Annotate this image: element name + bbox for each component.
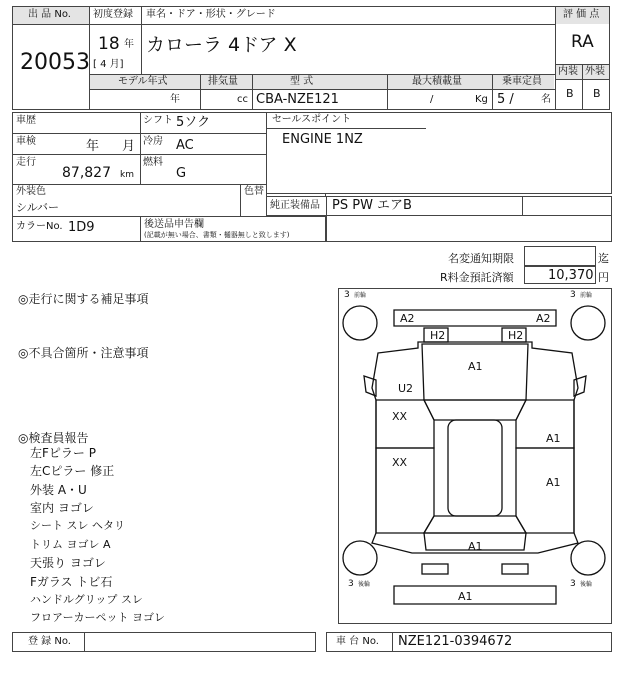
- sales-point-value: ENGINE 1NZ: [282, 132, 363, 147]
- interior-label: 内装: [558, 66, 578, 77]
- first-reg-year: 18: [98, 34, 120, 54]
- car-name-label: 車名・ドア・形状・グレード: [146, 9, 276, 20]
- chassis-label: 車 台 No.: [336, 636, 379, 647]
- fuel-value: G: [176, 166, 187, 181]
- first-reg-month: [ 4 月]: [93, 59, 124, 70]
- equipment-value: PS PW エアB: [332, 198, 412, 213]
- exterior-label: 外装: [585, 66, 605, 77]
- inspector-item: シート スレ ヘタリ: [30, 519, 125, 532]
- mark-door-front-left: XX: [392, 410, 408, 423]
- mileage-value: 87,827: [62, 165, 111, 181]
- equipment-label: 純正装備品: [270, 200, 320, 211]
- lot-number-label: 出 品 No.: [28, 9, 71, 20]
- tire-unit-front-right: 前輪: [580, 292, 593, 299]
- inspector-item: 左Fピラー P: [30, 446, 96, 460]
- mark-door-front-right: A1: [546, 432, 561, 445]
- repaint-label: 色替: [244, 186, 264, 197]
- first-reg-label: 初度登録: [93, 9, 133, 20]
- wheel-rear-right: [571, 541, 605, 575]
- tire-unit-rear-right: 後輪: [580, 581, 593, 588]
- capacity-unit: 名: [541, 94, 551, 105]
- sales-point-label: セールスポイント: [272, 114, 352, 125]
- ext-color-label: 外装色: [16, 186, 46, 197]
- inspector-item: 外装 A・U: [30, 483, 87, 497]
- displacement-label: 排気量: [208, 76, 238, 87]
- mark-headlight-left: H2: [430, 329, 446, 342]
- shift-label: シフト: [143, 115, 173, 126]
- inspector-item: トリム ヨゴレ A: [30, 538, 111, 551]
- tire-unit-front-left: 前輪: [354, 292, 367, 299]
- inspector-item: Fガラス トビ石: [30, 575, 113, 589]
- tire-depth-rear-right: 3: [570, 579, 576, 589]
- ac-label: 冷房: [143, 136, 163, 147]
- report-note: (記載が無い場合、書類・樋器無しと致します): [144, 231, 290, 239]
- color-no-value: 1D9: [68, 220, 95, 235]
- capacity-label: 乗車定員: [502, 76, 542, 87]
- shift-value: 5ソク: [176, 115, 211, 130]
- capacity-value: 5 /: [497, 92, 514, 107]
- mark-front-right: A2: [536, 312, 551, 325]
- name-change-label: 名変通知期限: [448, 252, 514, 265]
- chassis-value: NZE121-0394672: [398, 634, 513, 649]
- max-load-label: 最大積載量: [412, 76, 462, 87]
- score-label: 評 価 点: [563, 9, 600, 20]
- recycle-label: R料金預託済額: [440, 271, 514, 284]
- type-label: 型 式: [290, 76, 314, 87]
- mark-hood: A1: [468, 360, 483, 373]
- inspector-item: ハンドルグリップ スレ: [30, 593, 143, 606]
- door-front-right: [516, 400, 574, 448]
- inspection-year: 年: [86, 139, 100, 154]
- rear-window: [424, 516, 526, 533]
- windshield: [424, 400, 526, 420]
- door-front-left: [376, 400, 434, 448]
- door-rear-right: [516, 448, 574, 533]
- lot-number: 20053: [20, 50, 90, 75]
- recycle-value: 10,370: [548, 268, 594, 283]
- mark-door-rear-left: XX: [392, 456, 408, 469]
- wheel-front-right: [571, 306, 605, 340]
- max-load-unit: Kg: [475, 94, 488, 105]
- year-unit: 年: [124, 39, 134, 50]
- inspection-label: 車検: [16, 136, 36, 147]
- score-value: RA: [571, 32, 594, 52]
- displacement-unit: cc: [237, 94, 248, 105]
- inspector-item: 左Cピラー 修正: [30, 464, 115, 478]
- recycle-unit: 円: [598, 271, 609, 284]
- rear-bumper: [394, 586, 556, 604]
- mileage-label: 走行: [16, 157, 36, 168]
- tire-depth-front-right: 3: [570, 290, 576, 300]
- max-load-value: /: [430, 94, 434, 105]
- model-year-label: モデル年式: [118, 76, 168, 87]
- tire-depth-front-left: 3: [344, 290, 350, 300]
- color-no-label: カラーNo.: [16, 221, 63, 232]
- mark-headlight-right: H2: [508, 329, 524, 342]
- inspector-report-label: ◎検査員報告: [18, 431, 89, 445]
- tire-unit-rear-left: 後輪: [358, 581, 371, 588]
- model-year-unit: 年: [170, 94, 180, 105]
- name-change-box: [524, 246, 596, 266]
- fuel-label: 燃料: [143, 157, 163, 168]
- defects-label: ◎不具合箇所・注意事項: [18, 346, 149, 360]
- roof: [448, 420, 502, 516]
- ext-color-value: シルバー: [16, 201, 59, 214]
- mark-trunk: A1: [468, 540, 483, 553]
- mark-front-left: A2: [400, 312, 415, 325]
- interior-grade: B: [566, 87, 574, 100]
- driving-notes-label: ◎走行に関する補足事項: [18, 292, 149, 306]
- wheel-front-left: [343, 306, 377, 340]
- rear-light-left: [422, 564, 448, 574]
- inspector-item: フロアーカーペット ヨゴレ: [30, 611, 165, 624]
- exterior-grade: B: [593, 87, 601, 100]
- ac-value: AC: [176, 138, 194, 153]
- inspection-month: 月: [122, 139, 136, 154]
- inspector-item: 天張り ヨゴレ: [30, 556, 106, 570]
- report-label: 後送品申告欄: [144, 219, 204, 230]
- rear-light-right: [502, 564, 528, 574]
- type-value: CBA-NZE121: [256, 92, 339, 107]
- reg-no-label: 登 録 No.: [28, 636, 71, 647]
- inspector-item: 室内 ヨゴレ: [30, 501, 94, 515]
- name-change-unit: 迄: [598, 252, 609, 265]
- car-name: カローラ 4ドア X: [146, 34, 297, 56]
- front-bumper: [394, 310, 556, 326]
- wheel-rear-left: [343, 541, 377, 575]
- car-diagram: [338, 288, 612, 624]
- mileage-unit: km: [120, 170, 134, 180]
- history-label: 車歴: [16, 115, 36, 126]
- tire-depth-rear-left: 3: [348, 579, 354, 589]
- mark-fender-left: U2: [398, 382, 414, 395]
- mark-door-rear-right: A1: [546, 476, 561, 489]
- mark-rear-bumper: A1: [458, 590, 473, 603]
